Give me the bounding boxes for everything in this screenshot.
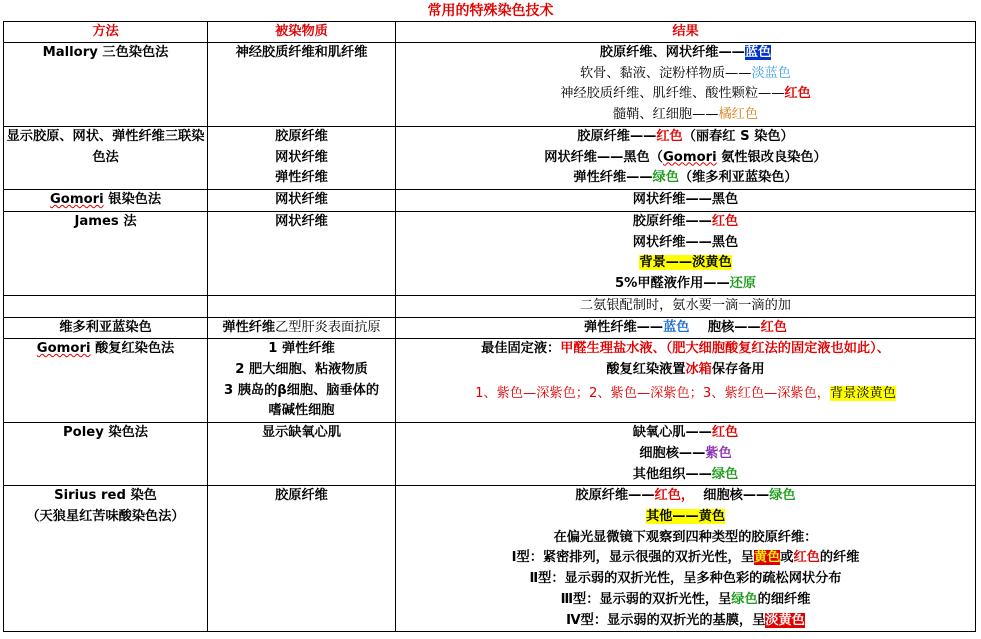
table-row xyxy=(4,190,976,212)
method-cell: 维多利亚蓝染色 xyxy=(4,317,208,339)
substance-cell: 神经胶质纤维和肌纤维 xyxy=(208,43,396,127)
table-row xyxy=(4,317,976,339)
method-cell: James 法 xyxy=(4,211,208,295)
header-method: 方法 xyxy=(4,22,208,43)
method-cell xyxy=(4,295,208,317)
table-row xyxy=(4,43,976,127)
method-cell: 显示胶原、网状、弹性纤维三联染色法 xyxy=(4,127,208,190)
substance-cell: 网状纤维 xyxy=(208,211,396,295)
substance-cell: 显示缺氧心肌 xyxy=(208,423,396,486)
result-cell: 胶原纤维——红色（丽春红 S 染色） 网状纤维——黑色（Gomori 氨性银改良染色） 弹性纤维——绿色（维多利亚蓝染色） xyxy=(396,127,976,190)
result-cell: 缺氧心肌——红色 细胞核——紫色 其他组织——绿色 xyxy=(396,423,976,486)
method-cell: Sirius red 染色 （天狼星红苦味酸染色法） xyxy=(4,486,208,632)
substance-cell: 胶原纤维 xyxy=(208,486,396,632)
substance-cell xyxy=(208,295,396,317)
result-cell: 最佳固定液：甲醛生理盐水液、（肥大细胞酸复红法的固定液也如此）、 酸复红染液置冰箱保存备用 1、紫色—深紫色；2、紫色—深紫色；3、紫红色—深紫色，背景淡黄色 xyxy=(396,339,976,423)
method-cell: Gomori 酸复红染色法 xyxy=(4,339,208,423)
table-row xyxy=(4,211,976,295)
method-cell: Poley 染色法 xyxy=(4,423,208,486)
table-row xyxy=(4,295,976,317)
substance-cell: 网状纤维 xyxy=(208,190,396,212)
result-cell: 胶原纤维——红色， 细胞核——绿色 其他——黄色 在偏光显微镜下观察到四种类型的胶原纤维： Ⅰ型：紧密排列，显示很强的双折光性，呈黄色或红色的纤维 Ⅱ型：显示弱的双折光性，呈多种色彩的疏松网状分布 Ⅲ型：显示弱的双折光性，呈绿色的细纤维 Ⅳ型：显示弱的双折光的基膜，呈淡黄色 xyxy=(396,486,976,632)
result-cell: 胶原纤维、网状纤维——蓝色 软骨、黏液、淀粉样物质——淡蓝色 神经胶质纤维、肌纤维、酸性颗粒——红色 髓鞘、红细胞——橘红色 xyxy=(396,43,976,127)
header-substance: 被染物质 xyxy=(208,22,396,43)
staining-table xyxy=(3,21,976,632)
substance-cell: 1 弹性纤维 2 肥大细胞、粘液物质 3 胰岛的β细胞、脑垂体的 嗜碱性细胞 xyxy=(208,339,396,423)
result-cell: 弹性纤维——蓝色 胞核——红色 xyxy=(396,317,976,339)
table-row xyxy=(4,127,976,190)
method-cell: Gomori 银染色法 xyxy=(4,190,208,212)
result-cell: 二氨银配制时，氨水要一滴一滴的加 xyxy=(396,295,976,317)
header-row xyxy=(4,22,976,43)
page-title: 常用的特殊染色技术 xyxy=(427,3,554,19)
result-cell: 胶原纤维——红色 网状纤维——黑色 背景——淡黄色 5%甲醛液作用——还原 xyxy=(396,211,976,295)
substance-cell: 弹性纤维乙型肝炎表面抗原 xyxy=(208,317,396,339)
result-cell: 网状纤维——黑色 xyxy=(396,190,976,212)
table-row xyxy=(4,423,976,486)
table-row xyxy=(4,339,976,423)
header-result: 结果 xyxy=(396,22,976,43)
table-row xyxy=(4,486,976,632)
substance-cell: 胶原纤维 网状纤维 弹性纤维 xyxy=(208,127,396,190)
method-cell: Mallory 三色染色法 xyxy=(4,43,208,127)
